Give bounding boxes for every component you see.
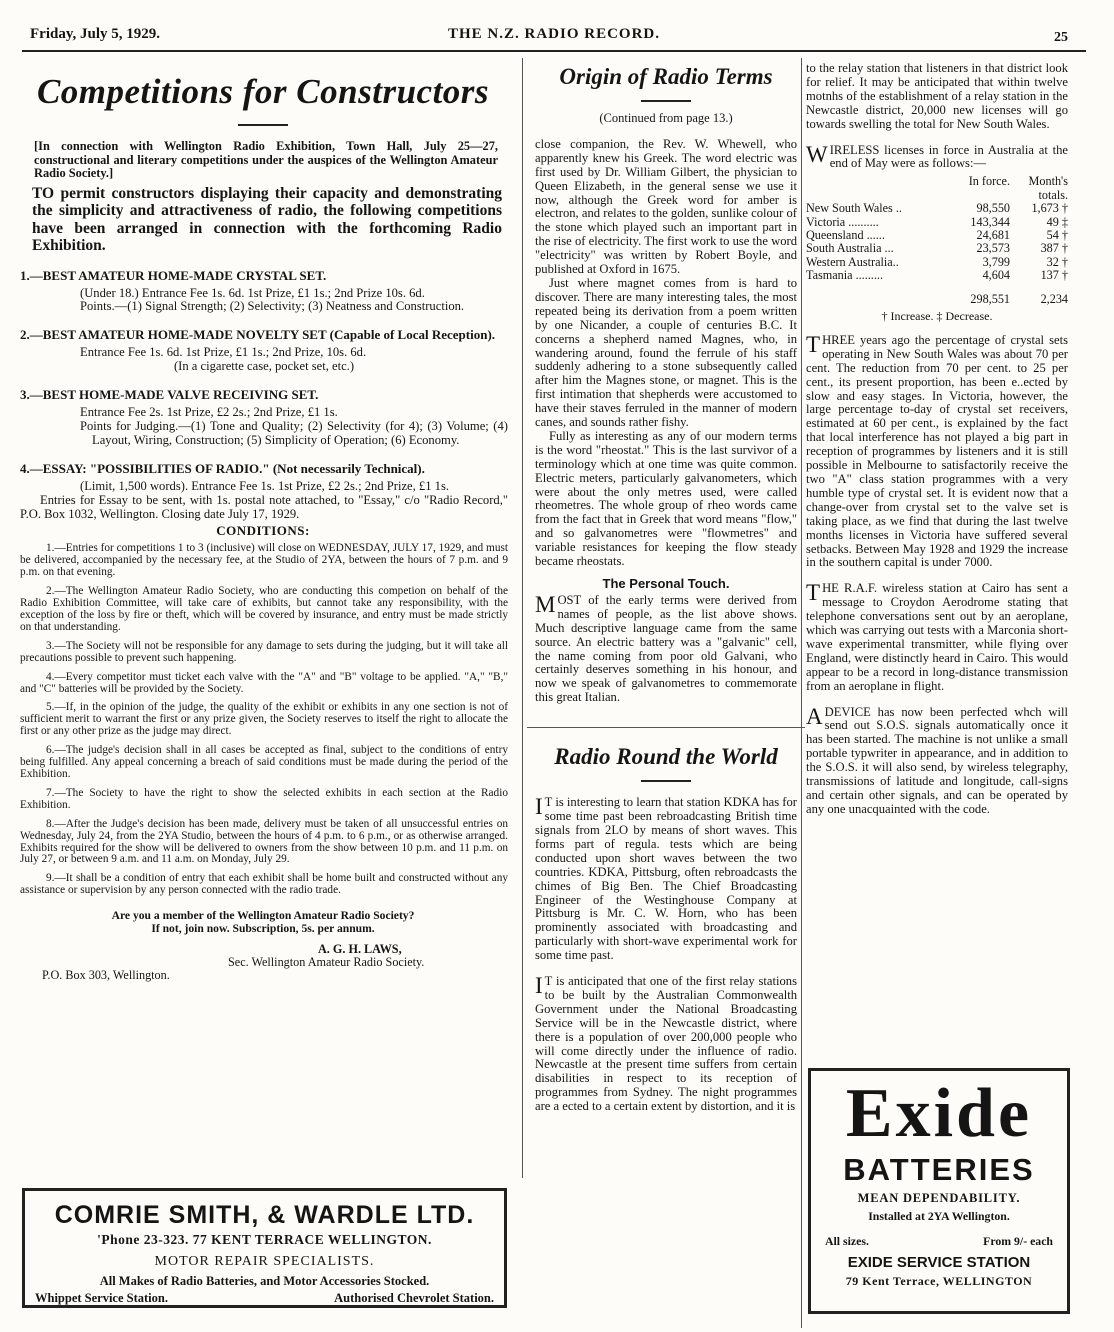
condition-item: 1.—Entries for competitions 1 to 3 (inclusive) will close on WEDNESDAY, JULY 17, 1929, and must be delivered, accompanied by the necessary fee, at the Studio of 2YA, between the hours of 7 p.m. and 9 p.m. on that evening. <box>20 542 508 579</box>
section-title: 1.—BEST AMATEUR HOME-MADE CRYSTAL SET. <box>20 267 327 283</box>
drop-cap: I <box>535 973 543 999</box>
origin-article <box>535 62 797 1114</box>
advert-stations <box>35 1291 494 1306</box>
condition-item: 9.—It shall be a condition of entry that each exhibit shall be home built and constructed without any assistance or supervision by any person connected with the radio trade. <box>20 872 508 897</box>
section-crystal-set <box>20 269 508 315</box>
table-total-row <box>806 283 1068 306</box>
competitions-intro: [In connection with Wellington Radio Exhibition, Town Hall, July 25—27, constructional and literary competitions under the auspices of the Wellington Amateur Radio Society.] <box>34 139 498 180</box>
section-title: 3.—BEST HOME-MADE VALVE RECEIVING SET. <box>20 387 319 403</box>
section-note: (In a cigarette case, pocket set, etc.) <box>173 359 355 374</box>
table-header-row <box>806 175 1068 202</box>
exide-installed: Installed at 2YA Wellington. <box>868 1209 1010 1223</box>
exide-logo: Exide <box>845 1075 1033 1152</box>
column-three <box>806 62 1068 817</box>
exide-prices <box>811 1234 1067 1249</box>
section-novelty-set <box>20 328 508 374</box>
competitions-article <box>18 62 508 982</box>
sos-device-para: ADEVICE has now been perfected whch will send out S.O.S. signals automatically once it has been started. The machine is not unlike a small portable typwriter in appearance, and in addition to the S.O.S. it will also send, by wireless telegraphy, transmissions of latitude and longitude, call-signs and certain other signals, and can be operated by any one unacquainted with the code. <box>806 703 1068 816</box>
title-rule <box>641 100 691 102</box>
conditions-list <box>18 543 508 897</box>
advert-phone: 'Phone 23-323. 77 KENT TERRACE WELLINGTON. <box>97 1232 432 1247</box>
signature-name: A. G. H. LAWS, <box>318 942 402 957</box>
personal-touch-heading: The Personal Touch. <box>602 576 730 591</box>
licenses-intro: WIRELESS licenses in force in Australia at the end of May were as follows:— <box>806 141 1068 171</box>
origin-title: Origin of Radio Terms <box>559 64 773 89</box>
section-title: 4.—ESSAY: "POSSIBILITIES OF RADIO." (Not necessarily Technical). <box>20 460 425 476</box>
member-answer: If not, join now. Subscription, 5s. per annum. <box>151 922 375 936</box>
competitions-title: Competitions for Constructors <box>36 72 490 111</box>
table-row: Tasmania ......... 4,604 137 † <box>806 268 1068 283</box>
table-legend: † Increase. ‡ Decrease. <box>881 309 993 323</box>
section-entry: (Limit, 1,500 words). Entrance Fee 1s. 1st Prize, £2 2s.; 2nd Prize, £1 1s. <box>80 478 450 493</box>
page-header <box>30 26 1082 48</box>
section-entry: (Under 18.) Entrance Fee 1s. 6d. 1st Prize, £1 1s.; 2nd Prize 10s. 6d. <box>80 285 425 300</box>
header-rule <box>22 50 1086 52</box>
competitions-lead: TO permit constructors displaying their capacity and demonstrating the simplicity and attractiveness of radio, the following competitions have been arranged in connection with the forthcoming Radio Exhibition. <box>32 184 502 254</box>
drop-cap: W <box>806 141 828 167</box>
column-divider-2 <box>801 58 802 1328</box>
section-valve-set <box>20 388 508 448</box>
personal-touch-para: MOST of the early terms were derived from names of people, as the list above shows. Much descriptive language came from the same source. An electric battery was a "galvanic" cell, the name coming from poor old Galvani, who certainly deserves something in his honour, and now we speak of galvanometres to commemorate this great Italian. <box>535 591 797 705</box>
advert-makes: All Makes of Radio Batteries, and Motor Accessories Stocked. <box>99 1274 430 1288</box>
exide-price: From 9/- each <box>983 1234 1053 1248</box>
advert-specialists: MOTOR REPAIR SPECIALISTS. <box>154 1254 375 1269</box>
condition-item: 6.—The judge's decision shall in all cases be accepted as final, subject to the conditions of entry being fulfilled. Any appeal concerning a breach of said conditions must be made during the period of the Exhibition. <box>20 744 508 780</box>
advert-company: COMRIE SMITH, & WARDLE LTD. <box>54 1201 475 1229</box>
advert-station-left: Whippet Service Station. <box>35 1291 168 1305</box>
drop-cap: M <box>535 591 556 617</box>
issue-date: Friday, July 5, 1929. <box>30 26 161 42</box>
section-points: Points.—(1) Signal Strength; (2) Selectivity; (3) Neatness and Construction. <box>80 299 465 314</box>
origin-para: Just where magnet comes from is hard to discover. There are many interesting tales, the most repeated being its derivation from a poem written by one Nicander, a couple of centuries B.C. It concerns a shepherd named Magnes, who, in wandering around, found the ferrule of his staff suddenly adhering to a stone subsequently called after him the Magnes stone, or magnet. This is the first intimation that shepherds were accustomed to have their staves ferruled in the manner of modern canes, and sounds rather fishy. <box>535 275 797 430</box>
crystal-sets-para: THREE years ago the percentage of crystal sets operating in New South Wales was about 70 per cent. The reduction from 70 per cent. to 25 per cent., its present proportion, has been e..ected by slow and easy stages. In Victoria, however, the large percentage to-day of crystal set receivers, estimated at 60 per cent., is explained by the fact that local interference has not played a big part in reception of programmes by listeners and it is still possible in Melbourne to satisfactorily receive the two "A" class station programmes with a very humble type of crystal set. It is evident now that a change-over from crystal set to the valve set is taking place, as we find that during the last twelve months licenses in Victoria have suffered several setbacks. Between May 1928 and 1929 the increase in the southern capital is under 7000. <box>806 331 1068 570</box>
exide-dependability: MEAN DEPENDABILITY. <box>857 1191 1021 1205</box>
advert-station-right: Authorised Chevrolet Station. <box>334 1291 494 1305</box>
masthead: THE N.Z. RADIO RECORD. <box>448 26 661 42</box>
table-row: Western Australia.. 3,799 32 † <box>806 254 1068 269</box>
condition-item: 7.—The Society to have the right to show the selected exhibits in each section at the Radio Exhibition. <box>20 786 508 811</box>
member-question: Are you a member of the Wellington Amateur Radio Society? <box>111 909 415 923</box>
column-divider-1 <box>522 58 523 1178</box>
total-in-force: 298,551 <box>970 291 1010 306</box>
comrie-smith-advert <box>22 1188 507 1308</box>
column-header: Month's totals. <box>1028 174 1068 202</box>
section-entry: Entrance Fee 1s. 6d. 1st Prize, £1 1s.; 2nd Prize, 10s. 6d. <box>80 345 367 360</box>
drop-cap: I <box>535 794 543 820</box>
round-para: I T is interesting to learn that station KDKA has for some time past been rebroadcasting British time signals from 2LO by means of short waves. This forms part of regula. tests which are being conducted upon short waves between the two countries. KDKA, Pittsburg, often rebroadcasts the chimes of Big Ben. The Chief Broadcasting Engineer of the Westinghouse Company at Pittsburg is Mr. C. W. Horn, who has been prominently associated with broadcasting and particularly with short-wave experimental work for some time past. <box>535 794 797 963</box>
round-para: I T is anticipated that one of the first relay stations to be built by the Australian Commonwealth Government under the National Broadcasting Service will be in the Newcastle district, where there is a population of over 200,000 people who will come directly under the influence of radio. Newcastle at the present time suffers from certain disabilities in respect to its reception of programmes from Sydney. The night programmes are a ected to a certain extent by distortion, and it is <box>535 973 797 1114</box>
drop-cap: T <box>806 331 821 357</box>
exide-address: 79 Kent Terrace, WELLINGTON <box>845 1274 1033 1288</box>
continued-note: (Continued from page 13.) <box>599 111 733 125</box>
condition-item: 5.—If, in the opinion of the judge, the quality of the exhibit or exhibits in any one section is not of sufficient merit to warrant the first or any prize given, the Society reserves to itself the right to allocate the first or any other prize as the judge may direct. <box>20 701 508 738</box>
exide-service-station: EXIDE SERVICE STATION <box>847 1254 1031 1271</box>
exide-advert <box>808 1068 1070 1314</box>
round-title: Radio Round the World <box>554 744 778 770</box>
essay-send: Entries for Essay to be sent, with 1s. postal note attached, to "Essay," c/o "Radio Record," P.O. Box 1032, Wellington. Closing date July 17, 1929. <box>20 492 508 521</box>
section-divider <box>527 727 805 728</box>
drop-cap: A <box>806 703 823 729</box>
signature-role: Sec. Wellington Amateur Radio Society. <box>228 955 425 970</box>
condition-item: 8.—After the Judge's decision has been made, delivery must be taken of all unsuccessful entries on Wednesday, July 24, from the 2YA Studio, between the hours of 4 p.m. to 6 p.m., or as otherwise arranged. Exhibits required for the show will be delivered to owners from the show between 10 p.m. and 11 p.m. on July 27, or between 9 a.m. and 11 a.m. on Monday, July 29. <box>20 817 508 866</box>
table-row: Victoria .......... 143,344 49 ‡ <box>806 214 1068 229</box>
title-rule <box>641 780 691 782</box>
condition-item: 3.—The Society will not be responsible for any damage to sets during the judging, but it will take all precautions possible to prevent such happening. <box>20 639 508 664</box>
total-month: 2,234 <box>1040 291 1068 306</box>
section-essay <box>20 462 508 522</box>
condition-item: 4.—Every competitor must ticket each valve with the "A" and "B" voltage to be applied. "A," "B," and "C" batteries will be provided by the Society. <box>20 670 508 695</box>
origin-para: Fully as interesting as any of our modern terms is the word "rheostat." This is the last survivor of a terminology which at one time was quite common. Electric meters, particularly galvanometers, which were about the only metres used, were called rheometres. The whole group of rheo words came from the fact that in Greek that word means "flow," and so galvanometres were "flowmetres" and variable resistances for keeping the flow steady became rheostats. <box>535 428 797 569</box>
exide-sizes: All sizes. <box>825 1234 869 1248</box>
licenses-table <box>806 175 1068 306</box>
exide-batteries: BATTERIES <box>843 1152 1035 1187</box>
table-row: New South Wales .. 98,550 1,673 † <box>806 201 1068 216</box>
relay-para: to the relay station that listeners in that district look for relief. It may be anticipated that within twelve motnhs of the establishment of a relay station in the Newcastle district, 20,000 new licenses will go towards swelling the total for New South Wales. <box>806 61 1068 131</box>
membership-note <box>18 909 508 935</box>
origin-para: close companion, the Rev. W. Whewell, who apparently knew his Greek. The word electric was first used by Dr. William Gilbert, the physician to Queen Elizabeth, in the general sense we use it now, although the Greek word for amber is electron, and relates to the golden, sunlike colour of the stone which played such an important part in the rise of electricity. The first work to use the word "electricity" was written by Robert Boyle, and published at Oxford in 1675. <box>535 136 797 277</box>
column-header: In force. <box>968 174 1010 189</box>
section-points: Points for Judging.—(1) Tone and Quality; (2) Selectivity (for 4); (3) Volume; (4) Layout, Wiring, Construction; (5) Simplicity of Operation; (6) Economy. <box>80 419 508 447</box>
page-number: 25 <box>1054 30 1068 45</box>
section-title: 2.—BEST AMATEUR HOME-MADE NOVELTY SET (Capable of Local Reception). <box>20 327 496 343</box>
condition-item: 2.—The Wellington Amateur Radio Society, who are conducting this competion on behalf of the Radio Exhibition Committee, will take care of exhibits, but cannot take any responsibility, with the exception of the loss by fire or theft, which will be covered by insurance, and entry must be made strictly on that understanding. <box>20 585 508 633</box>
table-row: South Australia ... 23,573 387 † <box>806 241 1068 256</box>
title-rule <box>238 124 288 126</box>
signature-address: P.O. Box 303, Wellington. <box>42 968 170 983</box>
conditions-heading: CONDITIONS: <box>216 522 310 538</box>
drop-cap: T <box>806 580 821 606</box>
table-row: Queensland ...... 24,681 54 † <box>806 227 1068 242</box>
signature-block <box>18 943 508 982</box>
raf-para: THE R.A.F. wireless station at Cairo has sent a message to Croydon Aerodrome stating that telephone conversations sent out by an aeroplane, which was carrying out tests with a Marconia short-wave experimental transmitter, while flying over England, were distinctly heard in Cairo. This would appear to be a record in long-distance transmission from an aeroplane in flight. <box>806 580 1068 693</box>
section-entry: Entrance Fee 2s. 1st Prize, £2 2s.; 2nd Prize, £1 1s. <box>80 405 338 420</box>
